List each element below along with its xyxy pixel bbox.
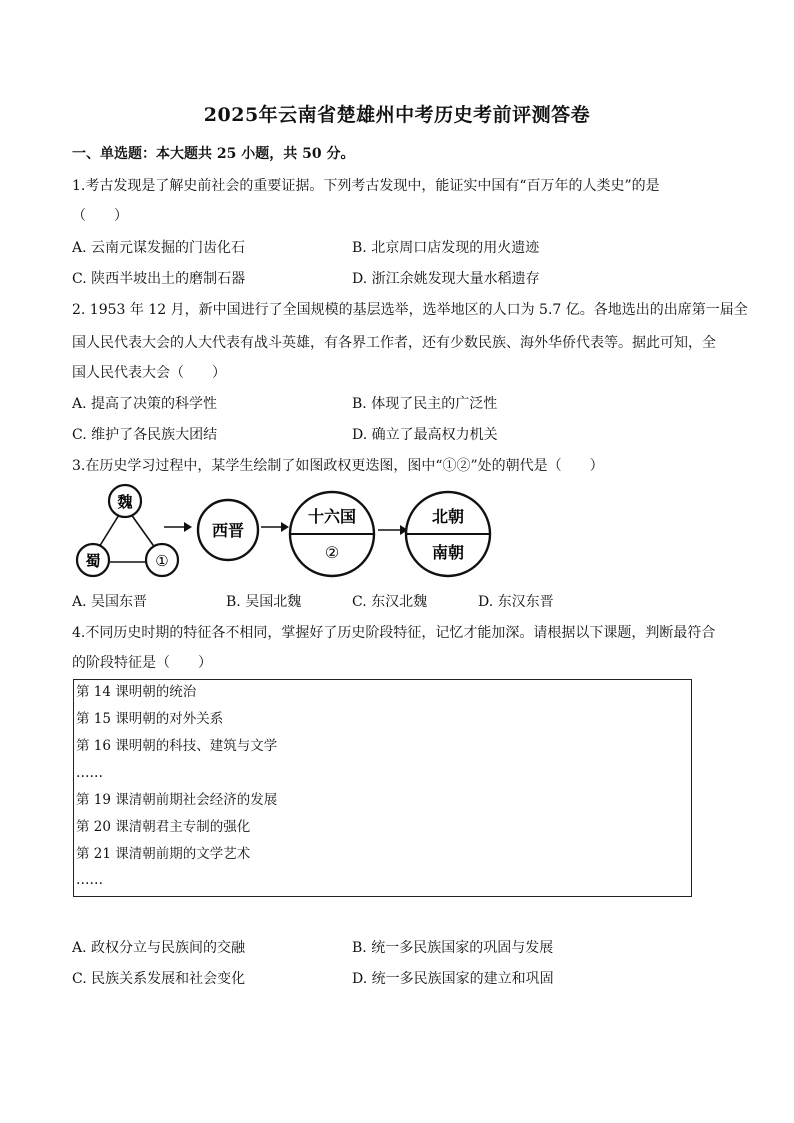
lesson-item: 第 21 课清朝前期的文学艺术 <box>76 846 251 862</box>
q3-option-c[interactable]: C. 东汉北魏 <box>352 594 428 610</box>
q3-stem: 3.在历史学习过程中，某学生绘制了如图政权更迭图，图中“①②”处的朝代是（ ） <box>72 458 604 474</box>
q2-option-c[interactable]: C. 维护了各民族大团结 <box>72 427 218 443</box>
regime-change-diagram <box>70 482 500 582</box>
q1-stem-line1: 1.考古发现是了解史前社会的重要证据。下列考古发现中，能证实中国有“百万年的人类史”的是 <box>72 178 660 194</box>
q1-option-d[interactable]: D. 浙江余姚发现大量水稻遗存 <box>352 271 540 287</box>
shiliuguo-label: 十六国 <box>307 507 357 526</box>
q2-option-a[interactable]: A. 提高了决策的科学性 <box>72 396 218 412</box>
q2-stem-line1: 2. 1953 年 12 月，新中国进行了全国规模的基层选举，选举地区的人口为 5.7 亿。各地选出的出席第一届全 <box>72 302 748 318</box>
q1-option-c[interactable]: C. 陕西半坡出土的磨制石器 <box>72 271 246 287</box>
blank-2-mark: ② <box>324 543 340 562</box>
q1-option-b[interactable]: B. 北京周口店发现的用火遗迹 <box>352 240 540 256</box>
lesson-item: 第 20 课清朝君主专制的强化 <box>76 819 251 835</box>
arrow-1-head <box>184 522 192 532</box>
lesson-list-box <box>73 679 692 897</box>
q2-option-b[interactable]: B. 体现了民主的广泛性 <box>352 396 498 412</box>
q3-option-b[interactable]: B. 吴国北魏 <box>226 594 302 610</box>
q3-option-a[interactable]: A. 吴国东晋 <box>72 594 148 610</box>
lesson-item: 第 14 课明朝的统治 <box>76 684 197 700</box>
nanchao-label: 南朝 <box>431 543 465 562</box>
q1-stem-line2: （ ） <box>72 208 128 224</box>
arrow-2-head <box>281 522 289 532</box>
xijin-label: 西晋 <box>211 521 245 540</box>
q4-stem-line1: 4.不同历史时期的特征各不相同，掌握好了历史阶段特征，记忆才能加深。请根据以下课题，判断最符合 <box>72 625 716 641</box>
q1-option-a[interactable]: A. 云南元谋发掘的门齿化石 <box>72 240 246 256</box>
q2-option-d[interactable]: D. 确立了最高权力机关 <box>352 427 498 443</box>
lesson-item: …… <box>76 872 103 888</box>
blank-1-mark: ① <box>155 552 169 570</box>
lesson-item: 第 15 课明朝的对外关系 <box>76 711 224 727</box>
shu-label: 蜀 <box>85 552 101 570</box>
lesson-item: 第 19 课清朝前期社会经济的发展 <box>76 792 278 808</box>
q4-option-b[interactable]: B. 统一多民族国家的巩固与发展 <box>352 940 554 956</box>
beichao-label: 北朝 <box>431 507 465 526</box>
q4-option-d[interactable]: D. 统一多民族国家的建立和巩固 <box>352 971 554 987</box>
section-heading: 一、单选题：本大题共 25 小题，共 50 分。 <box>72 146 355 162</box>
q4-option-a[interactable]: A. 政权分立与民族间的交融 <box>72 940 246 956</box>
page-title: 2025年云南省楚雄州中考历史考前评测答卷 <box>203 104 591 126</box>
wei-label: 魏 <box>117 493 133 511</box>
q3-option-d[interactable]: D. 东汉东晋 <box>478 594 554 610</box>
lesson-item: 第 16 课明朝的科技、建筑与文学 <box>76 738 278 754</box>
q4-option-c[interactable]: C. 民族关系发展和社会变化 <box>72 971 246 987</box>
lesson-item: …… <box>76 765 103 781</box>
q2-stem-line2: 国人民代表大会的人大代表有战斗英雄，有各界工作者，还有少数民族、海外华侨代表等。据此可知，全 <box>72 335 716 351</box>
q2-stem-line3: 国人民代表大会（ ） <box>72 365 226 381</box>
q4-stem-line2: 的阶段特征是（ ） <box>72 655 212 671</box>
